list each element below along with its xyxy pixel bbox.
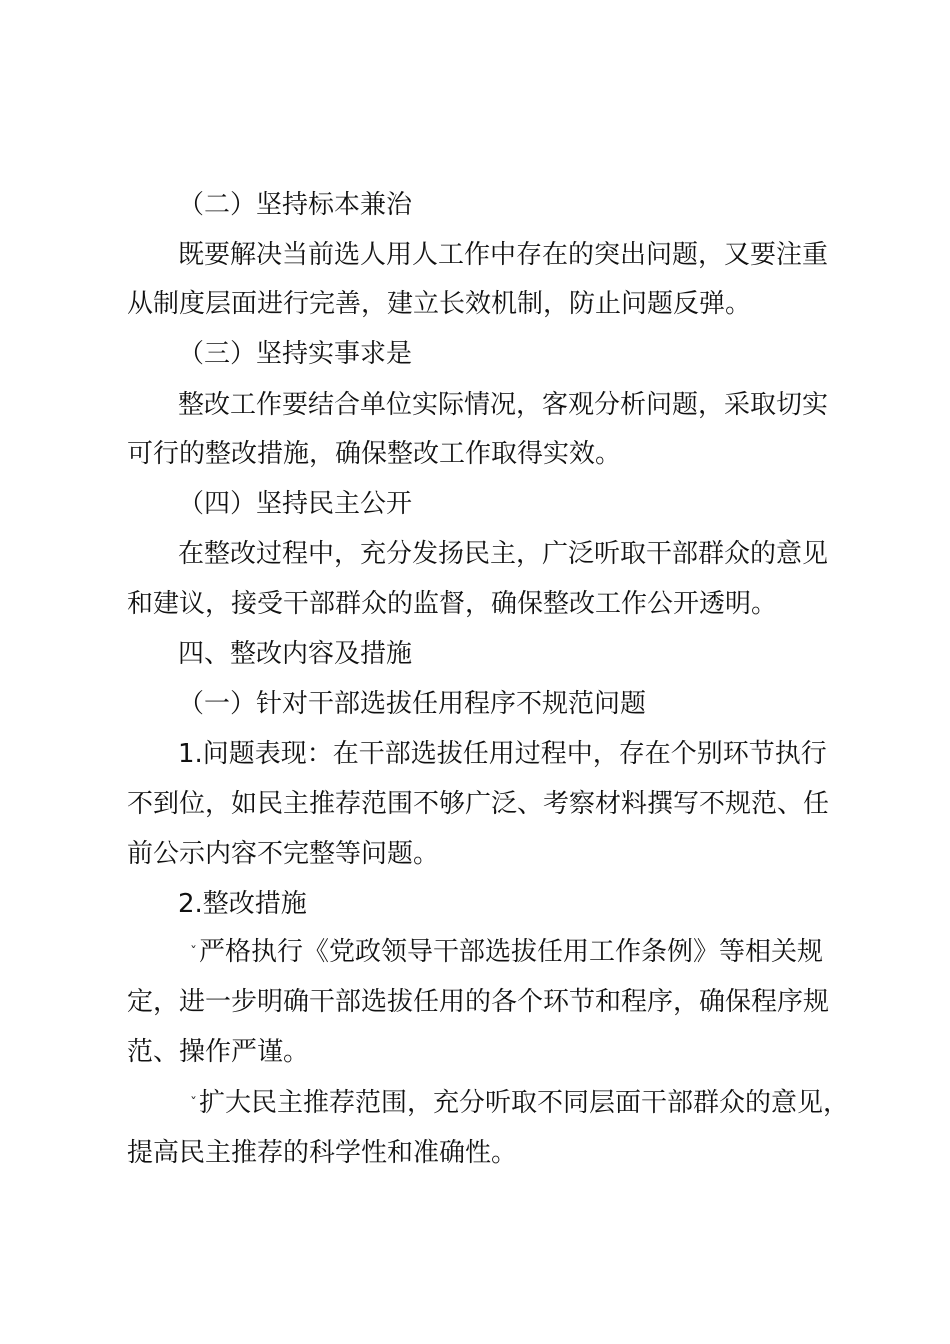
paragraph-line: 提高民主推荐的科学性和准确性。 — [127, 1138, 518, 1168]
paragraph-line: 和建议，接受干部群众的监督，确保整改工作公开透明。 — [127, 589, 778, 619]
paragraph-line: 定，进一步明确干部选拔任用的各个环节和程序，确保程序规 — [127, 987, 830, 1017]
paragraph-line: 1.问题表现：在干部选拔任用过程中，存在个别环节执行 — [178, 739, 827, 769]
section-heading-4: （四）坚持民主公开 — [178, 489, 413, 519]
paragraph-line: 前公示内容不完整等问题。 — [127, 839, 440, 869]
paragraph-line: 范、操作严谨。 — [127, 1037, 310, 1067]
paragraph-line: 既要解决当前选人用人工作中存在的突出问题，又要注重 — [178, 240, 829, 270]
bullet-line — [190, 1087, 849, 1120]
numbered-heading: 2.整改措施 — [178, 889, 307, 919]
paragraph-line: 不到位，如民主推荐范围不够广泛、考察材料撰写不规范、任 — [127, 789, 830, 819]
paragraph-line: 从制度层面进行完善，建立长效机制，防止问题反弹。 — [127, 289, 752, 319]
paragraph-line: 在整改过程中，充分发扬民主，广泛听取干部群众的意见 — [178, 539, 829, 569]
subsection-heading-1: （一）针对干部选拔任用程序不规范问题 — [178, 689, 647, 719]
paragraph-line: 可行的整改措施，确保整改工作取得实效。 — [127, 439, 622, 469]
bullet-mark-icon: ˇ — [190, 1095, 197, 1112]
section-heading-3: （三）坚持实事求是 — [178, 339, 413, 369]
bullet-text: 严格执行《党政领导干部选拔任用工作条例》等相关规 — [199, 937, 824, 967]
section-heading-2: （二）坚持标本兼治 — [178, 190, 413, 220]
bullet-text: 扩大民主推荐范围，充分听取不同层面干部群众的意见， — [199, 1088, 850, 1118]
bullet-line — [190, 936, 823, 969]
bullet-mark-icon: ˇ — [190, 944, 197, 961]
chapter-heading: 四、整改内容及措施 — [178, 639, 413, 669]
paragraph-line: 整改工作要结合单位实际情况，客观分析问题，采取切实 — [178, 390, 829, 420]
